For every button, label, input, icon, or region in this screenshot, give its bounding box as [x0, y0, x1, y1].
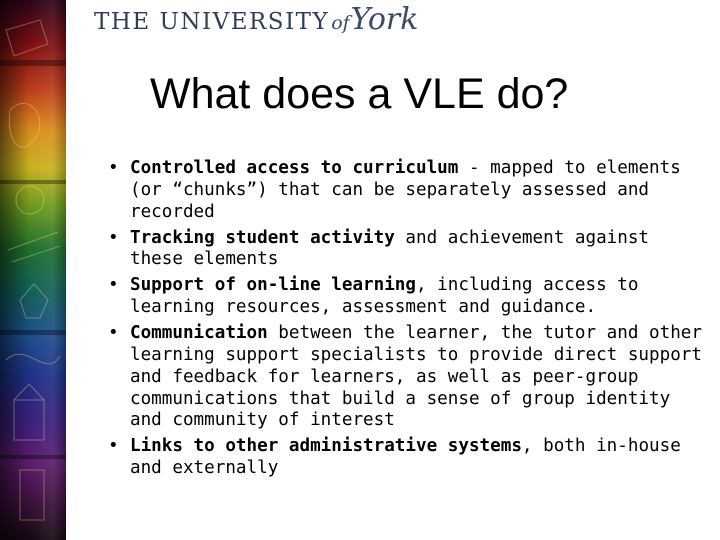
bullet-list — [108, 158, 708, 484]
band-2 — [0, 180, 66, 184]
bullet-dot: • — [108, 323, 119, 344]
bullet-lead: Controlled access to curriculum — [130, 158, 459, 178]
bullet-lead: Links to other administrative systems — [130, 436, 522, 457]
roof-shape — [14, 384, 44, 400]
bullet-item — [108, 323, 708, 432]
wave-shape — [6, 354, 60, 364]
orbit-shape — [16, 186, 44, 214]
bullet-item — [108, 436, 708, 480]
bullet-text: - mapped to elements (or “chunks”) that can be separately assessed and recorded — [130, 158, 681, 222]
bullet-lead: Tracking student activity — [130, 227, 395, 248]
decorative-collage-strip — [0, 0, 66, 540]
band-4 — [0, 455, 66, 459]
logo-of: of — [331, 12, 350, 34]
bullet-item — [108, 228, 708, 272]
bullet-dot: • — [108, 227, 119, 248]
university-of-york-logo — [94, 2, 418, 42]
building-shape — [14, 400, 44, 440]
band-3 — [0, 330, 66, 335]
crest-shape — [6, 20, 48, 56]
bullet-lead: Communication — [130, 323, 268, 344]
star-shape — [20, 284, 48, 318]
bullet-item — [108, 275, 708, 319]
bullet-item — [108, 158, 708, 223]
bullet-text: and achievement against these elements — [130, 227, 650, 270]
bullet-text: , both in-house and externally — [130, 436, 681, 479]
bullet-text: between the learner, the tutor and other learning support specialists to provide direct support and feedback for learners, as well as peer-group communications that build a sense of group identity and community of interest — [130, 323, 702, 431]
logo-the-university: THE UNIVERSITY — [94, 9, 330, 35]
band-1 — [0, 60, 66, 66]
tower-shape — [20, 470, 44, 520]
logo-york: York — [350, 2, 419, 37]
bullet-lead: Support of on-line learning — [130, 275, 416, 296]
bullet-dot: • — [108, 436, 119, 457]
bullet-dot: • — [108, 158, 119, 178]
swirl-shape — [9, 103, 40, 147]
bullet-text: , including access to learning resources, assessment and guidance. — [130, 275, 639, 318]
stroke-lines — [8, 232, 60, 262]
bullet-dot: • — [108, 275, 119, 296]
slide-title: What does a VLE do? — [150, 70, 569, 118]
collage-artwork — [0, 0, 66, 540]
